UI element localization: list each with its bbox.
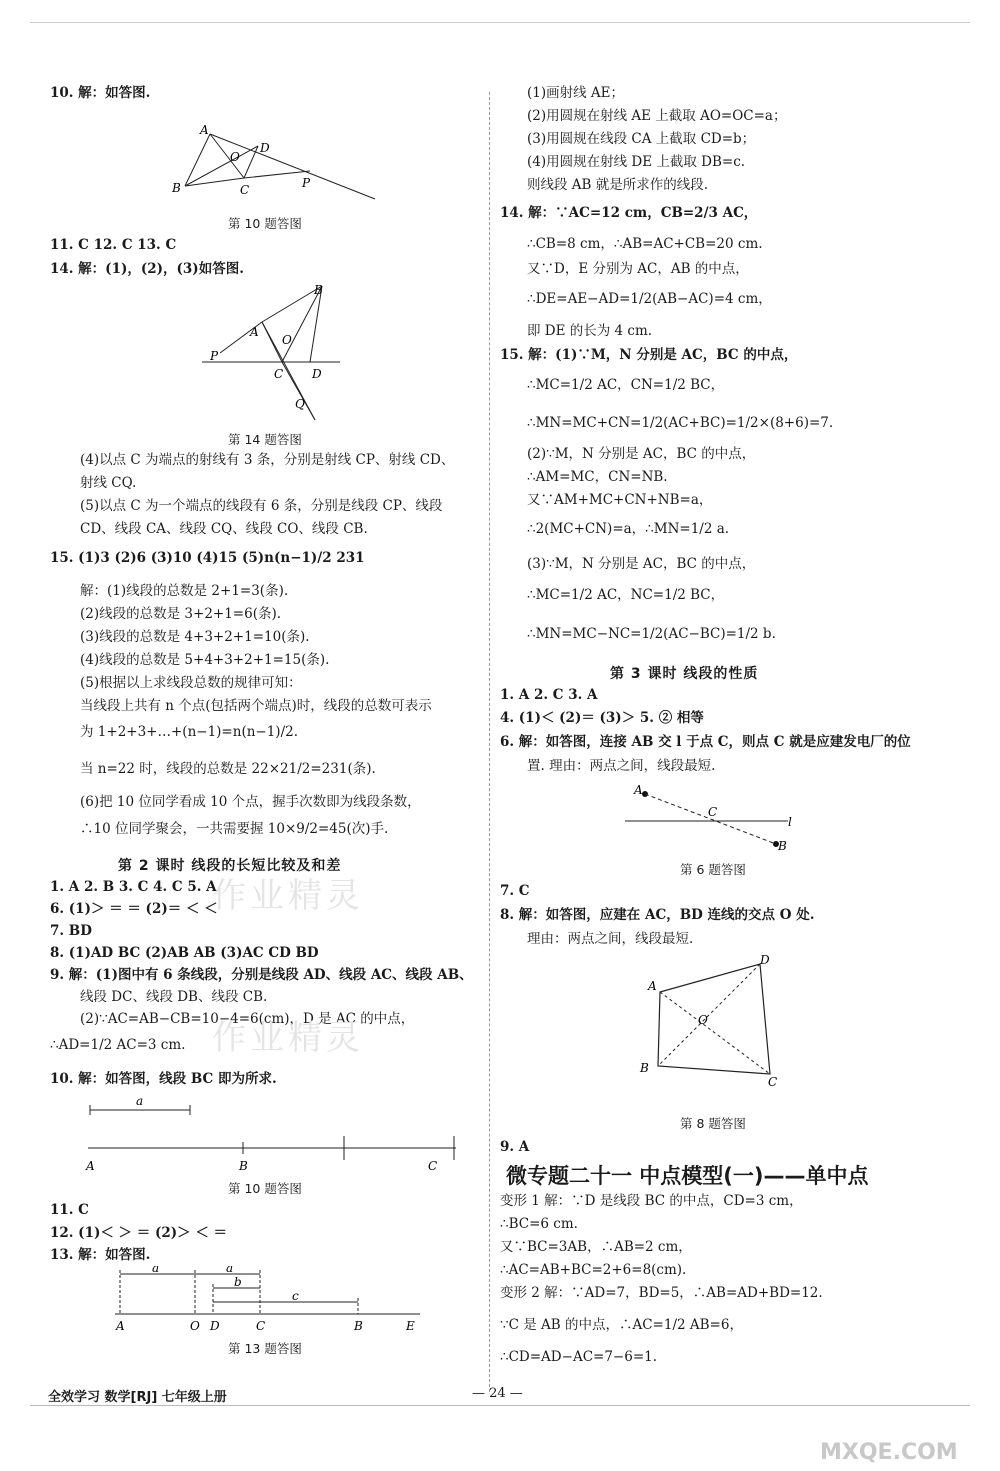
svg-text:D: D xyxy=(260,141,270,155)
svg-text:B: B xyxy=(172,181,181,195)
r-q15-line7: ∴2(MC+CN)=a，∴MN=1/2 a. xyxy=(527,521,730,537)
bottom-rule xyxy=(30,1405,970,1406)
svg-text:O: O xyxy=(190,1319,200,1333)
r-q15-line2: ∴MC=1/2 AC，CN=1/2 BC， xyxy=(527,377,725,393)
l3-q8-line1: 8. 解：如答图，应建在 AC，BD 连线的交点 O 处. xyxy=(500,907,815,923)
svg-text:b: b xyxy=(234,1275,242,1289)
q15-answers: 15. (1)3 (2)6 (3)10 (4)15 (5)n(n−1)/2 231 xyxy=(50,550,365,566)
q15-sol-3: (3)线段的总数是 4+3+2+1=10(条). xyxy=(80,629,310,645)
l2-q9-line3: (2)∵AC=AB−CB=10−4=6(cm)，D 是 AC 的中点， xyxy=(80,1011,415,1027)
r-step3: (3)用圆规在线段 CA 上截取 CD=b； xyxy=(527,131,756,147)
svg-text:C: C xyxy=(708,805,718,819)
svg-text:A: A xyxy=(200,123,209,137)
svg-text:A: A xyxy=(116,1319,125,1333)
svg-text:a: a xyxy=(136,1094,144,1108)
watermark-2: 作业精灵 xyxy=(212,1018,364,1058)
l3-q8-line2: 理由：两点之间，线段最短. xyxy=(527,931,694,947)
q14-part5-line1: (5)以点 C 为一个端点的线段有 6 条，分别是线段 CP、线段 xyxy=(80,498,443,514)
page-number: — 24 — xyxy=(472,1386,523,1401)
q15-sol-6: 当线段上共有 n 个点(包括两个端点)时，线段的总数可表示 xyxy=(80,698,432,714)
r-q15-line6: 又∵AM+MC+CN+NB=a， xyxy=(527,492,713,508)
svg-text:O: O xyxy=(230,150,240,164)
svg-text:O: O xyxy=(698,1013,708,1027)
variant2-line2: ∵C 是 AB 的中点，∴AC=1/2 AB=6， xyxy=(500,1317,743,1333)
r-q15-line8: (3)∵M，N 分别是 AC，BC 的中点， xyxy=(527,556,756,572)
l2-answers-1-5: 1. A 2. B 3. C 4. C 5. A xyxy=(50,879,217,895)
l3-answer-9: 9. A xyxy=(500,1139,530,1155)
answers-11-13: 11. C 12. C 13. C xyxy=(50,237,177,253)
r-q15-line1: 15. 解：(1)∵M，N 分别是 AC，BC 的中点， xyxy=(500,347,798,363)
svg-text:B: B xyxy=(354,1319,363,1333)
l3-q6-line2: 置. 理由：两点之间，线段最短. xyxy=(527,758,716,774)
lesson-3-heading: 第 3 课时 线段的性质 xyxy=(610,666,759,682)
r-q14-line5: 即 DE 的长为 4 cm. xyxy=(527,323,653,339)
r-q14-line4: ∴DE=AE−AD=1/2(AB−AC)=4 cm， xyxy=(527,291,772,307)
r-q14-line2: ∴CB=8 cm，∴AB=AC+CB=20 cm. xyxy=(527,236,763,252)
svg-text:C: C xyxy=(240,183,250,197)
book-title: 全效学习 数学[RJ] 七年级上册 xyxy=(48,1390,227,1405)
q14-caption: 第 14 题答图 xyxy=(228,432,302,447)
svg-text:E: E xyxy=(406,1319,415,1333)
lesson-2-heading: 第 2 课时 线段的长短比较及和差 xyxy=(118,858,342,874)
l2-q10-heading: 10. 解：如答图，线段 BC 即为所求. xyxy=(50,1071,277,1087)
svg-text:C: C xyxy=(256,1319,266,1333)
q10-figure xyxy=(160,104,390,204)
q14-part4-line2: 射线 CQ. xyxy=(80,475,137,491)
variant2-line3: ∴CD=AD−AC=7−6=1. xyxy=(500,1349,658,1365)
svg-text:A: A xyxy=(86,1159,95,1173)
svg-text:Q: Q xyxy=(295,397,305,411)
svg-text:a: a xyxy=(226,1266,234,1275)
svg-text:O: O xyxy=(282,333,292,347)
l2-answer-7: 7. BD xyxy=(50,923,92,939)
svg-text:B: B xyxy=(239,1159,248,1173)
r-q15-line10: ∴MN=MC−NC=1/2(AC−BC)=1/2 b. xyxy=(527,626,776,642)
q14-heading: 14. 解：(1)，(2)，(3)如答图. xyxy=(50,261,244,277)
svg-text:B: B xyxy=(640,1061,649,1075)
svg-text:C: C xyxy=(768,1075,778,1087)
l2-answer-12: 12. (1)＜ ＞ ＝ (2)＞ ＜ ＝ xyxy=(50,1225,228,1241)
svg-text:c: c xyxy=(292,1289,299,1303)
q15-sol-7: 为 1+2+3+…+(n−1)=n(n−1)/2. xyxy=(80,724,298,740)
svg-text:A: A xyxy=(250,325,259,339)
svg-text:C: C xyxy=(428,1159,438,1173)
svg-text:B: B xyxy=(778,839,787,853)
r-step2: (2)用圆规在射线 AE 上截取 AO=OC=a； xyxy=(527,108,787,124)
l3-answers-1-3: 1. A 2. C 3. A xyxy=(500,687,598,703)
r-q14-line1: 14. 解：∵AC=12 cm，CB=2/3 AC， xyxy=(500,205,758,221)
q15-sol-9: (6)把 10 位同学看成 10 个点，握手次数即为线段条数， xyxy=(80,794,421,810)
r-step1: (1)画射线 AE； xyxy=(527,85,625,101)
q15-sol-8: 当 n=22 时，线段的总数是 22×21/2=231(条). xyxy=(80,761,376,777)
variant1-line2: ∴BC=6 cm. xyxy=(500,1216,578,1232)
micro-topic-heading: 微专题二十一 中点模型(一)——单中点 xyxy=(506,1164,869,1188)
column-divider xyxy=(489,92,490,1392)
svg-text:D: D xyxy=(760,953,770,967)
q10-caption: 第 10 题答图 xyxy=(228,216,302,231)
l2-q9-line1: 9. 解：(1)图中有 6 条线段，分别是线段 AD、线段 AC、线段 AB、 xyxy=(50,967,473,983)
l3-q8-caption: 第 8 题答图 xyxy=(680,1116,746,1131)
l3-q6-line1: 6. 解：如答图，连接 AB 交 l 于点 C，则点 C 就是应建发电厂的位 xyxy=(500,734,911,750)
variant1-line4: ∴AC=AB+BC=2+6=8(cm). xyxy=(500,1262,687,1278)
l3-q6-figure xyxy=(620,780,810,855)
q15-sol-2: (2)线段的总数是 3+2+1=6(条). xyxy=(80,606,282,622)
l2-q13-figure xyxy=(110,1266,430,1336)
q14-figure xyxy=(190,280,350,425)
r-q15-line4: (2)∵M，N 分别是 AC，BC 的中点， xyxy=(527,446,756,462)
svg-text:C: C xyxy=(274,367,284,381)
r-q15-line5: ∴AM=MC，CN=NB. xyxy=(527,469,668,485)
r-q14-line3: 又∵D，E 分别为 AC，AB 的中点， xyxy=(527,261,749,277)
r-q15-line3: ∴MN=MC+CN=1/2(AC+BC)=1/2×(8+6)=7. xyxy=(527,415,834,431)
watermark-1: 作业精灵 xyxy=(212,876,364,916)
l3-answer-7: 7. C xyxy=(500,883,530,899)
q14-part5-line2: CD、线段 CA、线段 CQ、线段 CO、线段 CB. xyxy=(80,521,368,537)
q10-heading: 10. 解：如答图. xyxy=(50,85,151,101)
l2-q10-caption: 第 10 题答图 xyxy=(228,1181,302,1196)
l3-answers-4-5: 4. (1)＜ (2)＝ (3)＞ 5. ② 相等 xyxy=(500,710,704,726)
l2-q9-line4: ∴AD=1/2 AC=3 cm. xyxy=(50,1037,186,1053)
q15-sol-5: (5)根据以上求线段总数的规律可知： xyxy=(80,675,302,691)
svg-text:B: B xyxy=(314,283,323,297)
q15-sol-1: 解：(1)线段的总数是 2+1=3(条). xyxy=(80,583,289,599)
svg-text:D: D xyxy=(210,1319,220,1333)
variant2-line1: 变形 2 解：∵AD=7，BD=5，∴AB=AD+BD=12. xyxy=(500,1285,823,1301)
l2-answer-6: 6. (1)＞ ＝ ＝ (2)＝ ＜ ＜ xyxy=(50,901,218,917)
site-watermark: MXQE.COM xyxy=(820,1440,958,1465)
l2-q9-line2: 线段 DC、线段 DB、线段 CB. xyxy=(80,989,268,1005)
q15-sol-10: ∴10 位同学聚会，一共需要握 10×9/2=45(次)手. xyxy=(80,821,389,837)
svg-text:l: l xyxy=(788,815,792,829)
top-rule xyxy=(30,22,970,23)
r-q15-line9: ∴MC=1/2 AC，NC=1/2 BC， xyxy=(527,587,725,603)
q14-part4-line1: (4)以点 C 为端点的射线有 3 条，分别是射线 CP、射线 CD、 xyxy=(80,452,455,468)
r-step4: (4)用圆规在射线 DE 上截取 DB=c. xyxy=(527,154,746,170)
variant1-line3: 又∵BC=3AB，∴AB=2 cm， xyxy=(500,1239,692,1255)
svg-text:a: a xyxy=(152,1266,160,1275)
svg-text:A: A xyxy=(648,979,657,993)
l2-q13-caption: 第 13 题答图 xyxy=(228,1341,302,1356)
svg-text:P: P xyxy=(302,176,311,190)
q15-sol-4: (4)线段的总数是 5+4+3+2+1=15(条). xyxy=(80,652,330,668)
l3-q8-figure xyxy=(630,952,790,1087)
l2-answer-8: 8. (1)AD BC (2)AB AB (3)AC CD BD xyxy=(50,945,319,961)
svg-text:D: D xyxy=(312,367,322,381)
svg-text:A: A xyxy=(634,783,643,797)
r-step5: 则线段 AB 就是所求作的线段. xyxy=(527,177,709,193)
l2-q13-heading: 13. 解：如答图. xyxy=(50,1247,151,1263)
l3-q6-caption: 第 6 题答图 xyxy=(680,862,746,877)
l2-answer-11: 11. C xyxy=(50,1202,89,1218)
l2-q10-figure xyxy=(80,1090,470,1180)
svg-text:P: P xyxy=(210,349,219,363)
variant1-line1: 变形 1 解：∵D 是线段 BC 的中点，CD=3 cm， xyxy=(500,1193,803,1209)
